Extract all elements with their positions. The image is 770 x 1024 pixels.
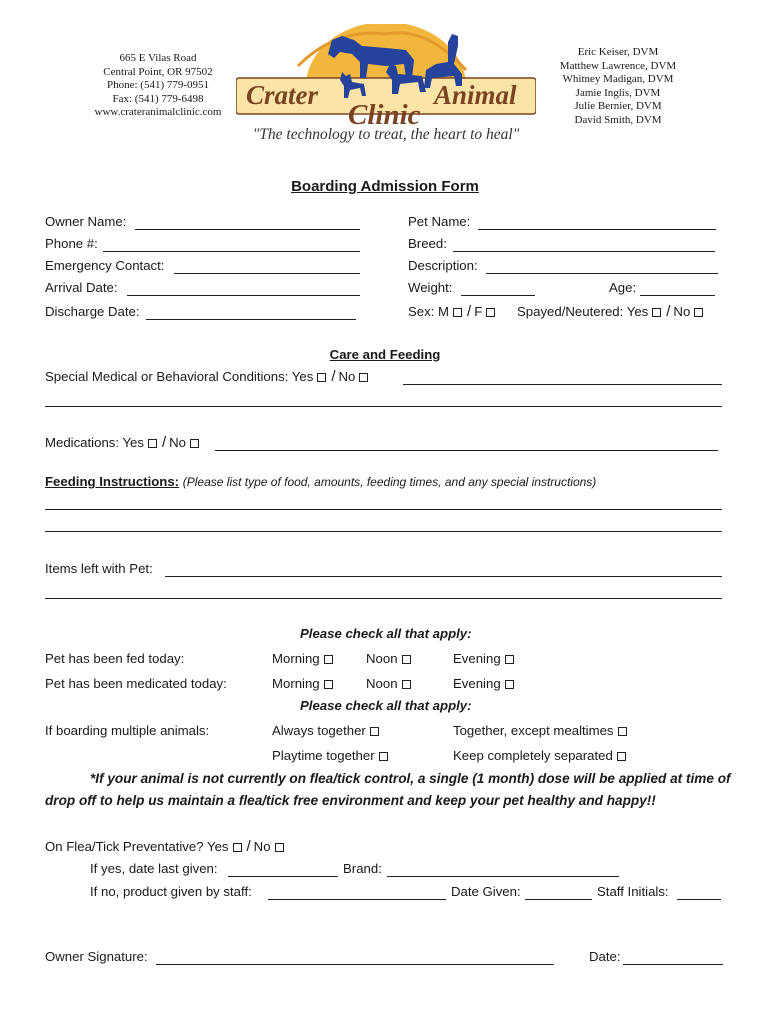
flea-yes-checkbox[interactable] <box>233 843 242 852</box>
care-feeding-heading: Care and Feeding <box>329 347 441 362</box>
flea-note-line-2: drop off to help us maintain a flea/tick free environment and keep your pet healthy and happy!! <box>45 793 656 808</box>
fed-today-label: Pet has been fed today: <box>45 651 185 666</box>
med-noon-label: Noon <box>366 676 398 691</box>
logo-word-clinic: Clinic <box>348 99 421 128</box>
date-given-field[interactable] <box>525 899 592 900</box>
fed-noon-option <box>366 650 413 668</box>
slash: / <box>331 368 336 385</box>
signature-date-field[interactable] <box>623 964 723 965</box>
special-conditions-label: Special Medical or Behavioral Conditions: Yes <box>45 369 314 384</box>
med-noon-option <box>366 675 413 693</box>
weight-label: Weight: <box>408 280 453 295</box>
special-conditions-field[interactable] <box>403 384 722 385</box>
slash: / <box>246 838 251 855</box>
logo-word-animal: Animal <box>434 80 517 110</box>
playtime-label: Playtime together <box>272 748 375 763</box>
medications-no-label: No <box>169 435 187 450</box>
flea-no-checkbox[interactable] <box>275 843 284 852</box>
weight-field[interactable] <box>461 295 535 296</box>
separated-label: Keep completely separated <box>453 748 613 763</box>
separated-option <box>453 747 628 765</box>
doctor-name: Whitney Madigan, DVM <box>562 73 674 86</box>
brand-label: Brand: <box>343 861 382 876</box>
doctor-name: Julie Bernier, DVM <box>574 100 662 113</box>
med-evening-checkbox[interactable] <box>505 680 514 689</box>
description-field[interactable] <box>486 273 718 274</box>
medications-label: Medications: Yes <box>45 435 144 450</box>
arrival-date-label: Arrival Date: <box>45 280 118 295</box>
playtime-option <box>272 747 390 765</box>
arrival-date-field[interactable] <box>127 295 360 296</box>
breed-field[interactable] <box>453 251 715 252</box>
fed-evening-checkbox[interactable] <box>505 655 514 664</box>
date-last-given-field[interactable] <box>228 876 338 877</box>
pet-name-label: Pet Name: <box>408 214 471 229</box>
discharge-date-label: Discharge Date: <box>45 304 140 319</box>
spayed-no-label: No <box>673 304 691 319</box>
crater-animal-clinic-logo <box>236 24 536 128</box>
pet-name-field[interactable] <box>478 229 716 230</box>
med-morning-label: Morning <box>272 676 320 691</box>
logo-word-crater: Crater <box>246 80 319 110</box>
together-except-label: Together, except mealtimes <box>453 723 614 738</box>
special-conditions-row <box>45 368 370 386</box>
brand-field[interactable] <box>387 876 619 877</box>
med-morning-option <box>272 675 335 693</box>
med-evening-option <box>453 675 516 693</box>
phone-field[interactable] <box>103 251 360 252</box>
date-given-label: Date Given: <box>451 884 521 899</box>
sex-female-label: F <box>474 304 483 319</box>
owner-name-field[interactable] <box>135 229 360 230</box>
slash: / <box>161 434 167 451</box>
owner-signature-label: Owner Signature: <box>45 949 148 964</box>
always-together-option <box>272 722 381 740</box>
fed-morning-label: Morning <box>272 651 320 666</box>
spayed-yes-checkbox[interactable] <box>652 308 661 317</box>
items-left-field-2[interactable] <box>45 598 722 599</box>
together-except-option <box>453 722 629 740</box>
med-evening-label: Evening <box>453 676 501 691</box>
staff-initials-field[interactable] <box>677 899 721 900</box>
sex-row <box>408 303 497 321</box>
address-line: www.crateranimalclinic.com <box>94 106 222 119</box>
staff-initials-label: Staff Initials: <box>597 884 669 899</box>
doctor-name: Eric Keiser, DVM <box>577 46 659 58</box>
feeding-field-2[interactable] <box>45 531 722 532</box>
medications-yes-checkbox[interactable] <box>148 439 157 448</box>
check-all-heading: Please check all that apply: <box>300 626 472 641</box>
phone-label: Phone #: <box>45 236 98 251</box>
owner-signature-field[interactable] <box>156 964 554 965</box>
feeding-row <box>45 473 596 491</box>
product-given-field[interactable] <box>268 899 446 900</box>
age-field[interactable] <box>640 295 715 296</box>
address-line: Phone: (541) 779-0951 <box>106 79 210 92</box>
medications-row <box>45 434 201 452</box>
special-yes-checkbox[interactable] <box>317 373 326 382</box>
clinic-tagline: "The technology to treat, the heart to heal" <box>252 126 520 143</box>
med-morning-checkbox[interactable] <box>324 680 333 689</box>
address-line: Central Point, OR 97502 <box>103 65 213 78</box>
sex-female-checkbox[interactable] <box>486 308 495 317</box>
flea-no-label: No <box>253 839 271 854</box>
feeding-instructions-hint: (Please list type of food, amounts, feeding times, and any special instructions) <box>182 475 597 489</box>
always-together-label: Always together <box>272 723 366 738</box>
separated-checkbox[interactable] <box>617 752 626 761</box>
age-label: Age: <box>609 280 637 295</box>
description-label: Description: <box>408 258 478 273</box>
playtime-checkbox[interactable] <box>379 752 388 761</box>
address-line: 665 E Vilas Road <box>119 52 197 64</box>
fed-noon-label: Noon <box>366 651 398 666</box>
items-left-label: Items left with Pet: <box>45 561 153 576</box>
medications-field[interactable] <box>215 450 718 451</box>
spayed-yes-label: Spayed/Neutered: Yes <box>517 304 649 319</box>
doctor-name: David Smith, DVM <box>574 113 662 126</box>
spayed-no-checkbox[interactable] <box>694 308 703 317</box>
flea-question-label: On Flea/Tick Preventative? Yes <box>45 839 229 854</box>
flea-question-row <box>45 838 286 856</box>
fed-evening-label: Evening <box>453 651 501 666</box>
doctor-name: Matthew Lawrence, DVM <box>559 59 677 72</box>
med-noon-checkbox[interactable] <box>402 680 411 689</box>
if-yes-label: If yes, date last given: <box>90 861 218 876</box>
sex-male-checkbox[interactable] <box>453 308 462 317</box>
emergency-contact-label: Emergency Contact: <box>45 258 165 273</box>
discharge-date-field[interactable] <box>146 319 356 320</box>
special-conditions-field-2[interactable] <box>45 406 722 407</box>
address-line: Fax: (541) 779-6498 <box>112 92 204 105</box>
feeding-instructions-label: Feeding Instructions: <box>45 474 180 489</box>
doctor-list <box>548 46 688 128</box>
spayed-row <box>517 303 705 321</box>
fed-morning-checkbox[interactable] <box>324 655 333 664</box>
special-no-label: No <box>338 369 356 384</box>
if-no-label: If no, product given by staff: <box>90 884 252 899</box>
form-title: Boarding Admission Form <box>291 178 479 195</box>
special-no-checkbox[interactable] <box>359 373 368 382</box>
feeding-field-1[interactable] <box>45 509 722 510</box>
breed-label: Breed: <box>408 236 447 251</box>
emergency-contact-field[interactable] <box>174 273 360 274</box>
clinic-address <box>78 52 238 120</box>
slash: / <box>666 303 671 320</box>
doctor-name: Jamie Inglis, DVM <box>575 86 661 99</box>
flea-note-line-1: *If your animal is not currently on flea/tick control, a single (1 month) dose will be applied at time of <box>90 771 731 786</box>
items-left-field[interactable] <box>165 576 722 577</box>
fed-evening-option <box>453 650 516 668</box>
check-all-heading-2: Please check all that apply: <box>300 698 472 713</box>
multiple-animals-label: If boarding multiple animals: <box>45 723 210 738</box>
always-together-checkbox[interactable] <box>370 727 379 736</box>
sex-male-label: Sex: M <box>408 304 450 319</box>
fed-noon-checkbox[interactable] <box>402 655 411 664</box>
signature-date-label: Date: <box>589 949 621 964</box>
together-except-checkbox[interactable] <box>618 727 627 736</box>
fed-morning-option <box>272 650 335 668</box>
owner-name-label: Owner Name: <box>45 214 127 229</box>
medications-no-checkbox[interactable] <box>190 439 199 448</box>
medicated-today-label: Pet has been medicated today: <box>45 676 227 691</box>
slash: / <box>467 303 472 320</box>
